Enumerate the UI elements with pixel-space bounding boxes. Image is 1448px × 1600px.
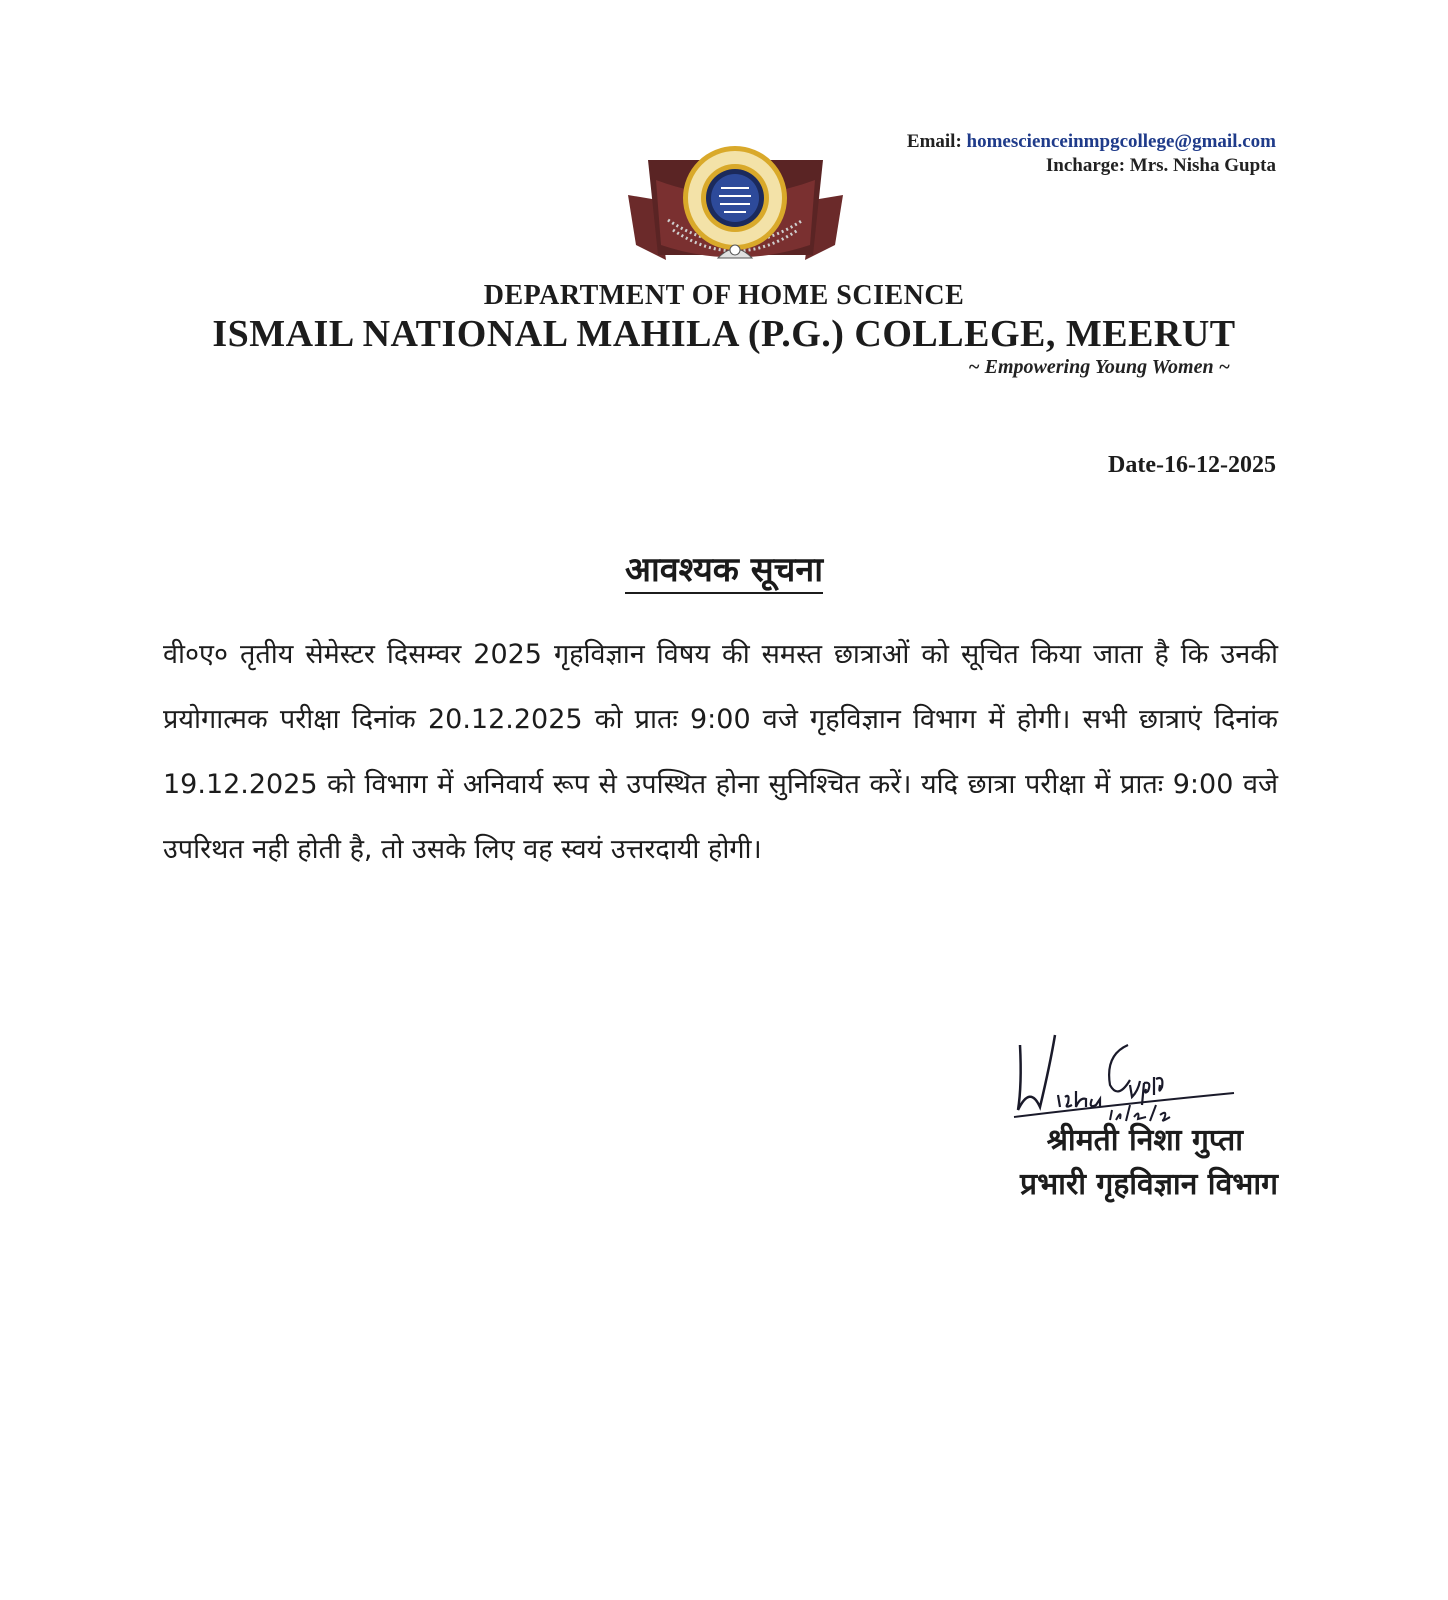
college-name: ISMAIL NATIONAL MAHILA (P.G.) COLLEGE, MEERUT (212, 313, 1236, 355)
email-value: homescienceinmpgcollege@gmail.com (966, 131, 1276, 152)
notice-title-text: आवश्यक सूचना (625, 550, 823, 594)
incharge-line: Incharge: Mrs. Nisha Gupta (1045, 155, 1276, 176)
college-logo-icon (628, 140, 843, 275)
email-label: Email: (906, 131, 962, 152)
email-line (907, 130, 1276, 154)
signatory-title: प्रभारी गृहविज्ञान विभाग (1020, 1167, 1278, 1202)
notice-body: वी०ए० तृतीय सेमेस्टर दिसम्वर 2025 गृहविज्ञान विषय की समस्त छात्राओं को सूचित किया जाता है कि उनकी प्रयोगात्मक परीक्षा दिनांक 20.12.2025 को प्रातः 9:00 वजे गृहविज्ञान विभाग में होगी। सभी छात्राएं दिनांक 19.12.2025 को विभाग में अनिवार्य रूप से उपस्थित होना सुनिश्चित करें। यदि छात्रा परीक्षा में प्रातः 9:00 वजे उपरिथत नही होती है, तो उसके लिए वह स्वयं उत्तरदायी होगी। (163, 639, 1278, 865)
signatory-name: श्रीमती निशा गुप्ता (1046, 1123, 1243, 1158)
notice-date: Date-16-12-2025 (1108, 452, 1276, 478)
department-name: DEPARTMENT OF HOME SCIENCE (483, 280, 965, 311)
notice-title (0, 545, 1448, 591)
tagline: ~ Empowering Young Women ~ (968, 356, 1230, 378)
contact-block (907, 130, 1276, 178)
